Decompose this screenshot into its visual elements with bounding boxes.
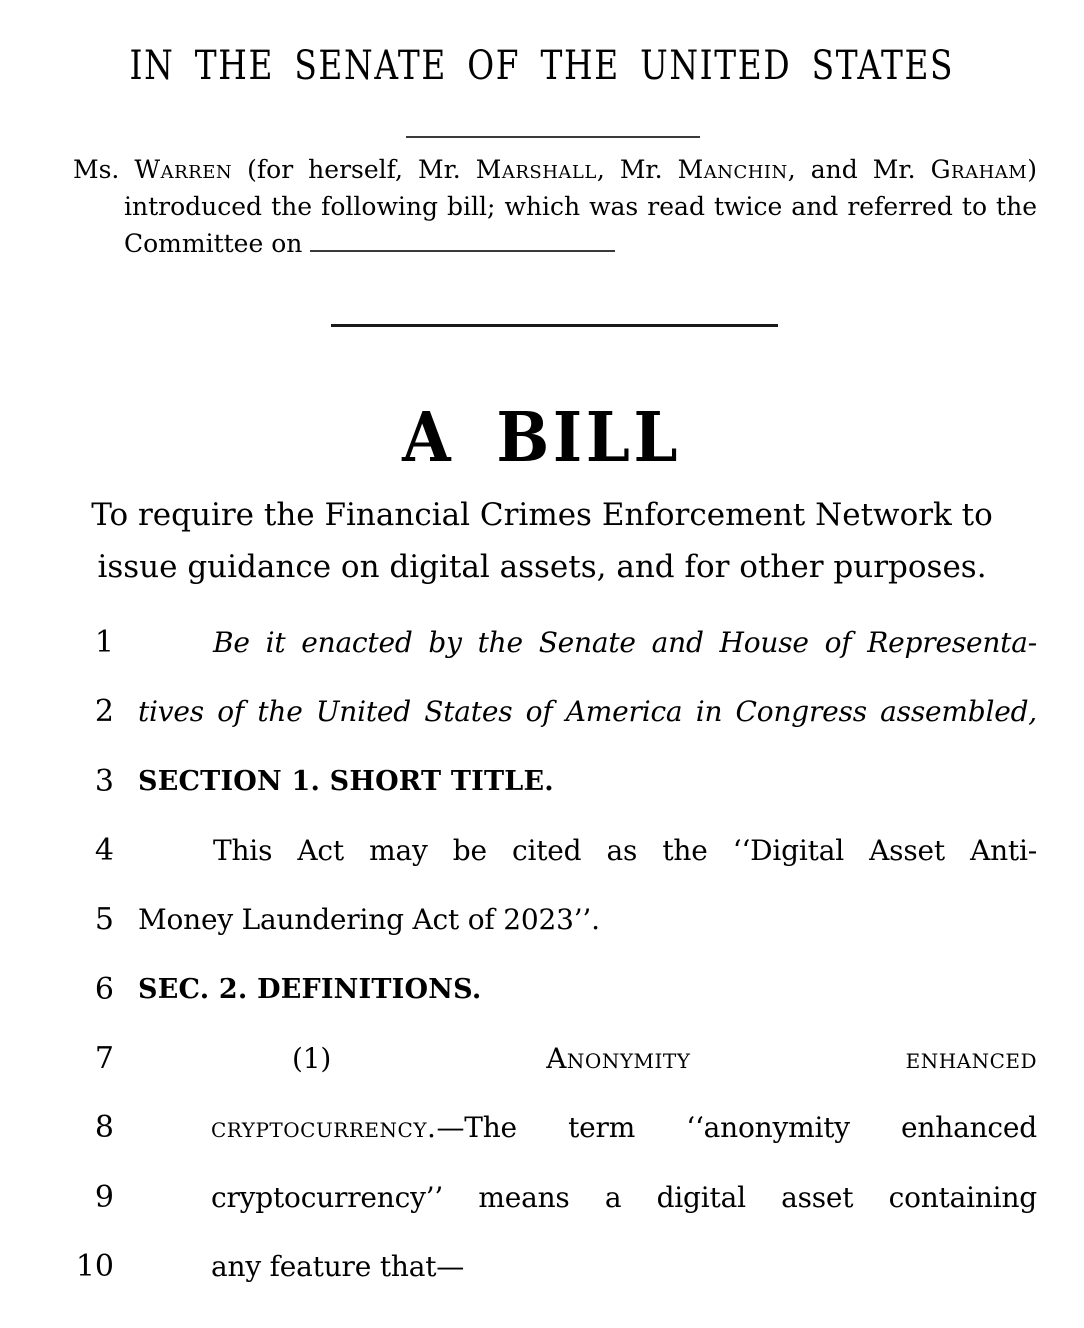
- line-number: 6: [94, 972, 114, 1007]
- line-number: 5: [94, 902, 114, 937]
- sponsor-text: , Mr.: [596, 155, 678, 184]
- defined-term: enhanced: [905, 1042, 1038, 1075]
- committee-blank-line: [310, 228, 615, 252]
- chamber-heading: [0, 44, 1084, 88]
- chamber-heading-text: IN THE SENATE OF THE UNITED STATES: [129, 43, 955, 89]
- sponsor-name-graham: Graham: [930, 155, 1028, 184]
- line-text: This Act may be cited as the ‘‘Digital Asset Anti-: [213, 834, 1037, 867]
- item-marker: (1): [292, 1042, 332, 1075]
- line-number: 7: [94, 1041, 114, 1076]
- line-text: Be it enacted by the Senate and House of Representa-: [213, 626, 1037, 659]
- sponsor-name-marshall: Marshall: [475, 155, 597, 184]
- defined-term: cryptocurrency.: [211, 1111, 437, 1144]
- mid-divider-rule: [331, 324, 778, 327]
- bill-line-6: [73, 972, 1037, 1008]
- long-title: [60, 489, 1024, 593]
- sponsor-text: , and Mr.: [787, 155, 931, 184]
- bill-line-2: [73, 694, 1037, 730]
- sponsor-text: ): [1027, 155, 1037, 184]
- defined-term: Anonymity: [546, 1042, 691, 1075]
- committee-label: Committee on: [124, 229, 311, 258]
- bill-line-8: [73, 1110, 1037, 1146]
- section-heading: SEC. 2. DEFINITIONS.: [138, 974, 482, 1005]
- sponsor-text: (for herself, Mr.: [232, 155, 476, 184]
- section-heading: SECTION 1. SHORT TITLE.: [138, 766, 554, 797]
- sponsor-paragraph: [73, 151, 1037, 262]
- bill-line-7: [73, 1041, 1037, 1077]
- line-text: any feature that—: [211, 1250, 465, 1283]
- line-text: Money Laundering Act of 2023’’.: [138, 903, 600, 936]
- bill-line-3: [73, 764, 1037, 800]
- line-text: [138, 1041, 1037, 1077]
- bill-title-text: A BILL: [402, 398, 682, 478]
- line-text: tives of the United States of America in Congress assembled,: [138, 695, 1037, 728]
- bill-line-9: [73, 1180, 1037, 1216]
- sponsor-text: Ms.: [73, 155, 135, 184]
- line-text-segment: —The term ‘‘anonymity enhanced: [436, 1111, 1037, 1144]
- line-number: 2: [94, 694, 114, 729]
- line-number: 4: [94, 833, 114, 868]
- line-number: 8: [94, 1110, 114, 1145]
- line-number: 3: [94, 764, 114, 799]
- line-number: 10: [75, 1249, 114, 1284]
- top-divider-rule: [406, 136, 700, 138]
- line-text: [211, 1110, 1037, 1146]
- sponsor-line-2: introduced the following bill; which was read twice and referred to the: [124, 192, 1037, 221]
- sponsor-line-1: [73, 151, 1037, 188]
- line-number: 1: [94, 625, 114, 660]
- long-title-line-2: issue guidance on digital assets, and for other purposes.: [97, 549, 987, 585]
- bill-line-1: [73, 625, 1037, 661]
- line-text: cryptocurrency’’ means a digital asset containing: [211, 1181, 1037, 1214]
- bill-line-10: [73, 1249, 1037, 1285]
- long-title-line-1: To require the Financial Crimes Enforcement Network to: [91, 497, 993, 533]
- bill-title: [0, 398, 1084, 478]
- sponsor-name-warren: Warren: [134, 155, 233, 184]
- sponsor-name-manchin: Manchin: [677, 155, 788, 184]
- bill-line-5: [73, 902, 1037, 938]
- bill-line-4: [73, 833, 1037, 869]
- line-number: 9: [94, 1180, 114, 1215]
- sponsor-line-3: [73, 225, 1037, 262]
